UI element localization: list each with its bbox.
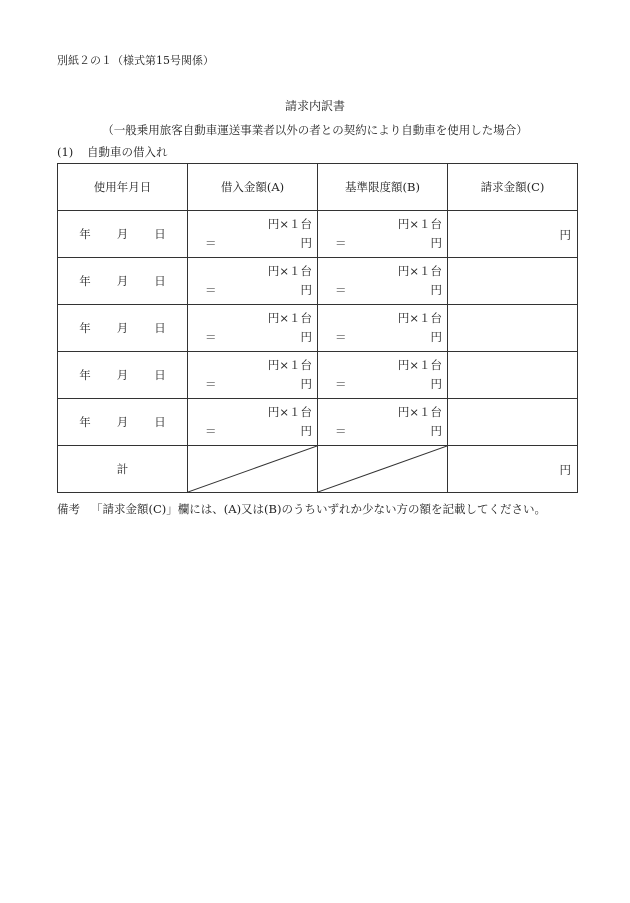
year-label: 年 — [79, 321, 91, 335]
total-claim-amount — [448, 446, 578, 493]
rental-per-vehicle: 円×１台 — [267, 405, 312, 419]
rental-amount-field[interactable] — [188, 352, 318, 399]
rental-yen-unit: 円 — [300, 424, 312, 438]
limit-per-vehicle: 円×１台 — [397, 405, 442, 419]
remarks-label: 備考 — [57, 502, 80, 516]
day-label: 日 — [154, 321, 166, 335]
day-label: 日 — [154, 368, 166, 382]
standard-limit-field[interactable] — [318, 305, 448, 352]
limit-per-vehicle: 円×１台 — [397, 264, 442, 278]
month-label: 月 — [116, 368, 129, 382]
diagonal-strike — [188, 446, 317, 492]
limit-yen-unit: 円 — [430, 377, 442, 391]
rental-equals: ＝ — [205, 330, 217, 344]
table-row — [58, 258, 578, 305]
year-label: 年 — [79, 368, 91, 382]
header-row — [58, 164, 578, 211]
rental-equals: ＝ — [205, 424, 217, 438]
limit-equals: ＝ — [335, 283, 347, 297]
month-label: 月 — [116, 227, 129, 241]
table-row — [58, 399, 578, 446]
day-label: 日 — [154, 227, 166, 241]
rental-equals: ＝ — [205, 377, 217, 391]
table-row — [58, 352, 578, 399]
rental-amount-field[interactable] — [188, 305, 318, 352]
section-heading — [57, 144, 168, 160]
claim-yen-unit: 円 — [559, 228, 571, 242]
claim-breakdown-table — [57, 163, 578, 493]
remarks-text: 「請求金額(C)」欄には、(A)又は(B)のうちいずれか少ない方の額を記載してください。 — [91, 502, 546, 516]
section-title: 自動車の借入れ — [87, 145, 168, 159]
rental-amount-field[interactable] — [188, 258, 318, 305]
header-claim-amount: 請求金額(C) — [448, 164, 578, 211]
table-row — [58, 305, 578, 352]
limit-yen-unit: 円 — [430, 236, 442, 250]
month-label: 月 — [116, 321, 129, 335]
usage-date-field[interactable] — [58, 258, 188, 305]
limit-equals: ＝ — [335, 330, 347, 344]
total-yen-unit: 円 — [559, 463, 571, 477]
header-usage-date: 使用年月日 — [58, 164, 188, 211]
claim-amount-field[interactable] — [448, 258, 578, 305]
rental-yen-unit: 円 — [300, 330, 312, 344]
month-label: 月 — [116, 274, 129, 288]
limit-per-vehicle: 円×１台 — [397, 217, 442, 231]
day-label: 日 — [154, 274, 166, 288]
total-label: 計 — [58, 446, 188, 493]
rental-per-vehicle: 円×１台 — [267, 217, 312, 231]
rental-amount-field[interactable] — [188, 211, 318, 258]
rental-yen-unit: 円 — [300, 236, 312, 250]
standard-limit-field[interactable] — [318, 352, 448, 399]
limit-equals: ＝ — [335, 236, 347, 250]
header-standard-limit: 基準限度額(B) — [318, 164, 448, 211]
limit-yen-unit: 円 — [430, 424, 442, 438]
claim-amount-field[interactable] — [448, 399, 578, 446]
remarks — [57, 501, 546, 517]
claim-amount-field[interactable] — [448, 352, 578, 399]
rental-per-vehicle: 円×１台 — [267, 311, 312, 325]
year-label: 年 — [79, 274, 91, 288]
total-row — [58, 446, 578, 493]
document-title: 請求内訳書 — [284, 99, 345, 113]
limit-yen-unit: 円 — [430, 283, 442, 297]
year-label: 年 — [79, 227, 91, 241]
year-label: 年 — [79, 415, 91, 429]
day-label: 日 — [154, 415, 166, 429]
rental-per-vehicle: 円×１台 — [267, 358, 312, 372]
form-reference: 別紙２の１（様式第15号関係） — [57, 54, 214, 67]
standard-limit-field[interactable] — [318, 399, 448, 446]
header-rental-amount: 借入金額(A) — [188, 164, 318, 211]
document-subtitle: （一般乗用旅客自動車運送事業者以外の者との契約により自動車を使用した場合） — [102, 123, 528, 137]
claim-amount-field[interactable] — [448, 211, 578, 258]
total-rental-blank — [188, 446, 318, 493]
limit-per-vehicle: 円×１台 — [397, 311, 442, 325]
rental-equals: ＝ — [205, 236, 217, 250]
diagonal-strike — [318, 446, 447, 492]
limit-equals: ＝ — [335, 424, 347, 438]
rental-amount-field[interactable] — [188, 399, 318, 446]
month-label: 月 — [116, 415, 129, 429]
usage-date-field[interactable] — [58, 305, 188, 352]
usage-date-field[interactable] — [58, 399, 188, 446]
limit-yen-unit: 円 — [430, 330, 442, 344]
standard-limit-field[interactable] — [318, 211, 448, 258]
standard-limit-field[interactable] — [318, 258, 448, 305]
table-row — [58, 211, 578, 258]
rental-per-vehicle: 円×１台 — [267, 264, 312, 278]
rental-equals: ＝ — [205, 283, 217, 297]
section-number: (1) — [57, 145, 74, 159]
limit-per-vehicle: 円×１台 — [397, 358, 442, 372]
total-limit-blank — [318, 446, 448, 493]
usage-date-field[interactable] — [58, 211, 188, 258]
usage-date-field[interactable] — [58, 352, 188, 399]
limit-equals: ＝ — [335, 377, 347, 391]
rental-yen-unit: 円 — [300, 283, 312, 297]
rental-yen-unit: 円 — [300, 377, 312, 391]
claim-amount-field[interactable] — [448, 305, 578, 352]
